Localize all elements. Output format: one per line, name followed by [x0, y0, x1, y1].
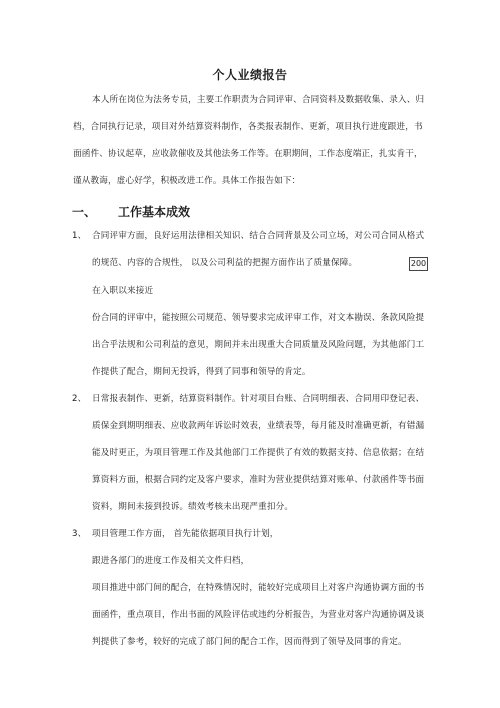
section-number: 一、 [72, 205, 97, 219]
item-line: 面函件，重点项目，作出书面的风险评估或违约分析报告，为营业对客户沟通协调及谈 [92, 610, 425, 620]
intro-line: 面函件、协议起草，应收款催收及其他法务工作等。在职期间，工作态度端正，扎实肯干， [73, 149, 423, 159]
intro-line: 本人所在岗位为法务专员，主要工作职责为合同评审、合同资料及数据收集、录入、归 [92, 95, 425, 105]
item-number: 2、 [72, 394, 87, 404]
page-title: 个人业绩报告 [212, 68, 288, 82]
list-item [72, 528, 279, 540]
item-line: 的规范、内容的合规性， 以及公司利益的把握方面作出了质量保障。 [92, 258, 358, 268]
item-line: 作提供了配合，期间无投诉，得到了同事和领导的肯定。 [92, 367, 311, 377]
item-line: 在入职以来接近 [92, 286, 154, 296]
page-number-badge: 200 [409, 257, 428, 271]
item-line: 份合同的评审中，能按照公司规范、领导要求完成评审工作，对文本勘误、条款风险提 [92, 313, 425, 323]
item-number: 1、 [72, 231, 87, 241]
section-heading [72, 203, 190, 220]
item-line: 质保金到期明细表、应收款两年诉讼时效表，业绩表等，每月能及时准确更新，有错漏 [92, 421, 425, 431]
item-line: 出合乎法规和公司利益的意见，期间并未出现重大合同质量及风险问题，为其他部门工 [92, 340, 425, 350]
item-line: 判提供了参考，较好的完成了部门间的配合工作，因而得到了领导及同事的肯定。 [92, 637, 407, 647]
item-line: 跟进各部门的进度工作及相关文件归档， [92, 556, 250, 566]
item-line: 项目管理工作方面， 首先能依据项目执行计划， [92, 529, 279, 539]
section-heading-text: 工作基本成效 [118, 205, 191, 219]
intro-line: 谨从教诲，虚心好学，积极改进工作。具体工作报告如下： [73, 176, 301, 186]
intro-line: 档，合同执行记录，项目对外结算资料制作，各类报表制作、更新，项目执行进度跟进，书 [73, 122, 423, 132]
item-line: 合同评审方面，良好运用法律相关知识、结合合同背景及公司立场，对公司合同从格式 [92, 231, 425, 241]
item-line: 能及时更正，为项目管理工作及其他部门工作提供了有效的数据支持、信息依据；在结 [92, 448, 425, 458]
item-line: 项目推进中部门间的配合，在特殊情况时，能较好完成项目上对客户沟通协调方面的书 [92, 583, 425, 593]
item-number: 3、 [72, 529, 87, 539]
item-line: 日常报表制作、更新，结算资料制作。针对项目台账、合同明细表、合同用印登记表、 [92, 394, 425, 404]
list-item [72, 393, 424, 405]
item-line: 算资料方面，根据合同约定及客户要求，准时为营业提供结算对账单、付款函件等书面 [92, 475, 425, 485]
item-line: 资料，期间未接到投诉。绩效考核未出现严重扣分。 [92, 502, 294, 512]
list-item [72, 230, 424, 242]
